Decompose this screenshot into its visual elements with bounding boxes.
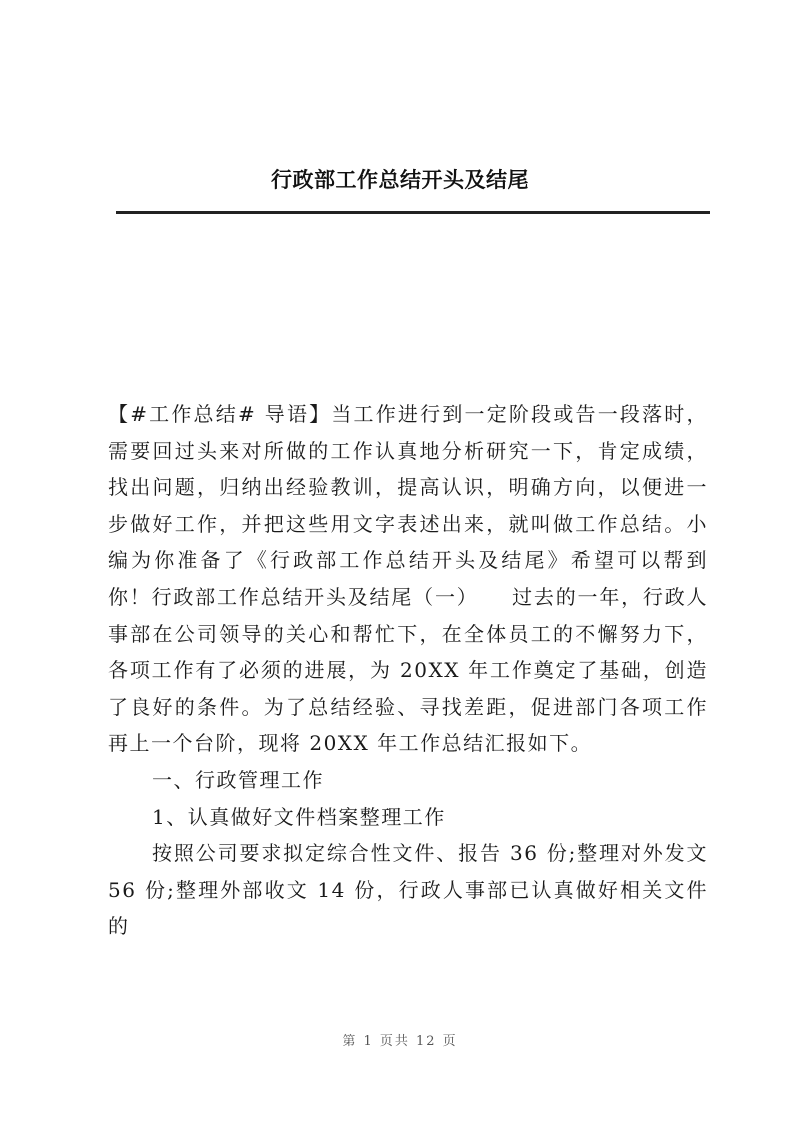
body-paragraph: 按照公司要求拟定综合性文件、报告 36 份;整理对外发文 56 份;整理外部收文 14 份，行政人事部已认真做好相关文件的 <box>108 841 708 939</box>
title-underline <box>116 211 710 214</box>
intro-paragraph: 【#工作总结# 导语】当工作进行到一定阶段或告一段落时，需要回过头来对所做的工作认真地分析研究一下，肯定成绩，找出问题，归纳出经验教训，提高认识，明确方向，以便进一步做好工作，并把这些用文字表述出来，就叫做工作总结。小编为你准备了《行政部工作总结开头及结尾》希望可以帮到你！行政部工作总结开头及结尾（一） 过去的一年，行政人事部在公司领导的关心和帮忙下，在全体员工的不懈努力下，各项工作有了必须的进展，为 20XX 年工作奠定了基础，创造了良好的条件。为了总结经验、寻找差距，促进部门各项工作再上一个台阶，现将 20XX 年工作总结汇报如下。 <box>108 402 708 756</box>
page-footer: 第 1 页共 12 页 <box>342 1034 458 1049</box>
document-title: 行政部工作总结开头及结尾 <box>271 167 529 192</box>
section-heading: 一、行政管理工作 <box>152 767 324 792</box>
document-body <box>108 396 708 945</box>
subsection-heading: 1、认真做好文件档案整理工作 <box>152 804 446 829</box>
